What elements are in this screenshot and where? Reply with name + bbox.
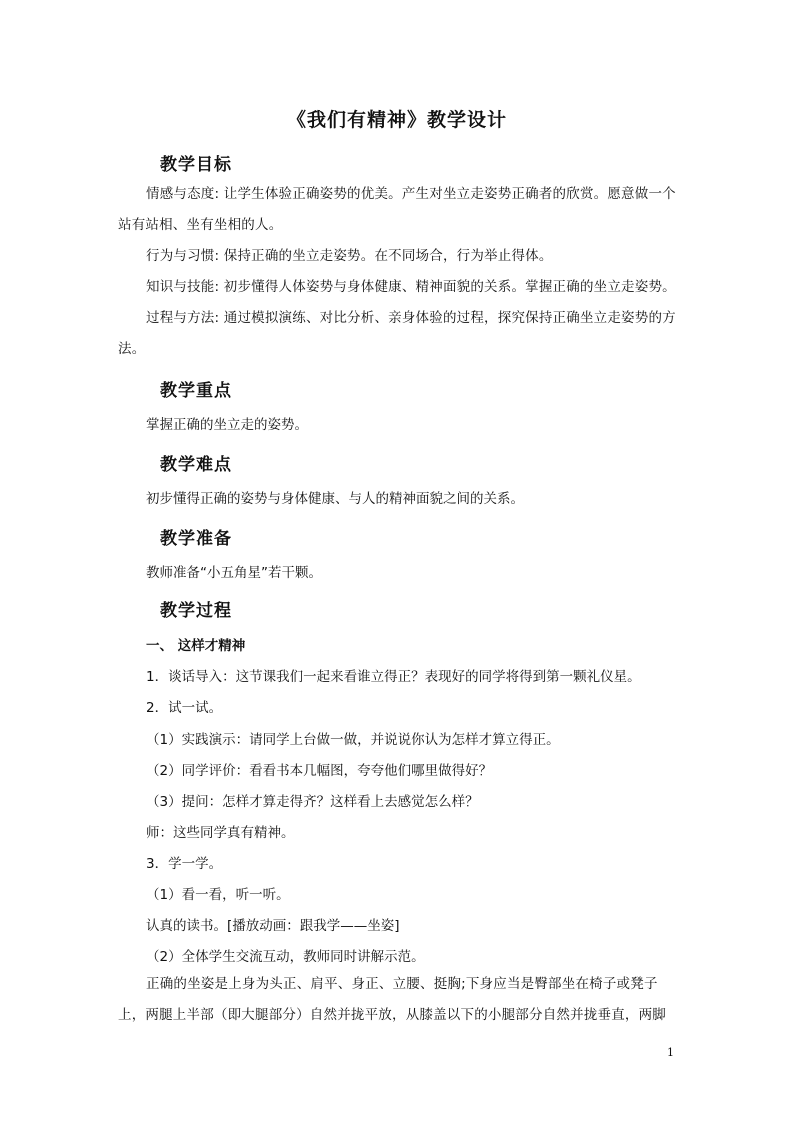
sitting-posture-paragraph: 正确的坐姿是上身为头正、肩平、身正、立腰、挺胸;下身应当是臀部坐在椅子或凳子上，两腿上半部（即大腿部分）自然并拢平放，从膝盖以下的小腿部分自然并拢垂直，两脚 <box>118 976 666 1023</box>
process-step-3-2: （2）全体学生交流互动，教师同时讲解示范。 <box>146 949 425 965</box>
heading-key-point: 教学重点 <box>160 381 232 401</box>
process-step-3: 3．学一学。 <box>146 856 223 872</box>
process-step-2-3: （3）提问：怎样才算走得齐？这样看上去感觉怎么样？ <box>146 794 479 810</box>
objective-knowledge: 知识与技能: 初步懂得人体姿势与身体健康、精神面貌的关系。掌握正确的坐立走姿势。 <box>146 279 676 295</box>
preparation-text: 教师准备“小五角星”若干颗。 <box>146 565 322 581</box>
objective-process: 过程与方法: 通过模拟演练、对比分析、亲身体验的过程，探究保持正确坐立走姿势的方法。 <box>118 310 676 357</box>
process-step-2: 2．试一试。 <box>146 700 223 716</box>
objective-behavior: 行为与习惯: 保持正确的坐立走姿势。在不同场合，行为举止得体。 <box>146 248 553 264</box>
process-step-3-1: （1）看一看，听一听。 <box>146 887 290 903</box>
page-number: 1 <box>667 1046 674 1059</box>
process-step-2-1: （1）实践演示：请同学上台做一做，并说说你认为怎样才算立得正。 <box>146 732 560 748</box>
process-subheading-1: 一、 这样才精神 <box>146 638 246 654</box>
heading-difficulty: 教学难点 <box>160 455 232 475</box>
process-step-2-2: （2）同学评价：看看书本几幅图，夸夸他们哪里做得好？ <box>146 763 493 779</box>
heading-objectives: 教学目标 <box>160 155 232 175</box>
heading-preparation: 教学准备 <box>160 529 232 549</box>
document-title: 《我们有精神》教学设计 <box>286 109 507 131</box>
objective-emotion: 情感与态度: 让学生体验正确姿势的优美。产生对坐立走姿势正确者的欣赏。愿意做一个站有站相、坐有坐相的人。 <box>118 186 676 233</box>
key-point-text: 掌握正确的坐立走的姿势。 <box>146 417 308 433</box>
heading-process: 教学过程 <box>160 601 232 621</box>
difficulty-text: 初步懂得正确的姿势与身体健康、与人的精神面貌之间的关系。 <box>146 491 524 507</box>
process-teacher-line: 师：这些同学真有精神。 <box>146 825 295 841</box>
process-step-1: 1．谈话导入：这节课我们一起来看谁立得正？表现好的同学将得到第一颗礼仪星。 <box>146 669 641 685</box>
process-reading-line: 认真的读书。[播放动画：跟我学——坐姿] <box>146 918 400 934</box>
